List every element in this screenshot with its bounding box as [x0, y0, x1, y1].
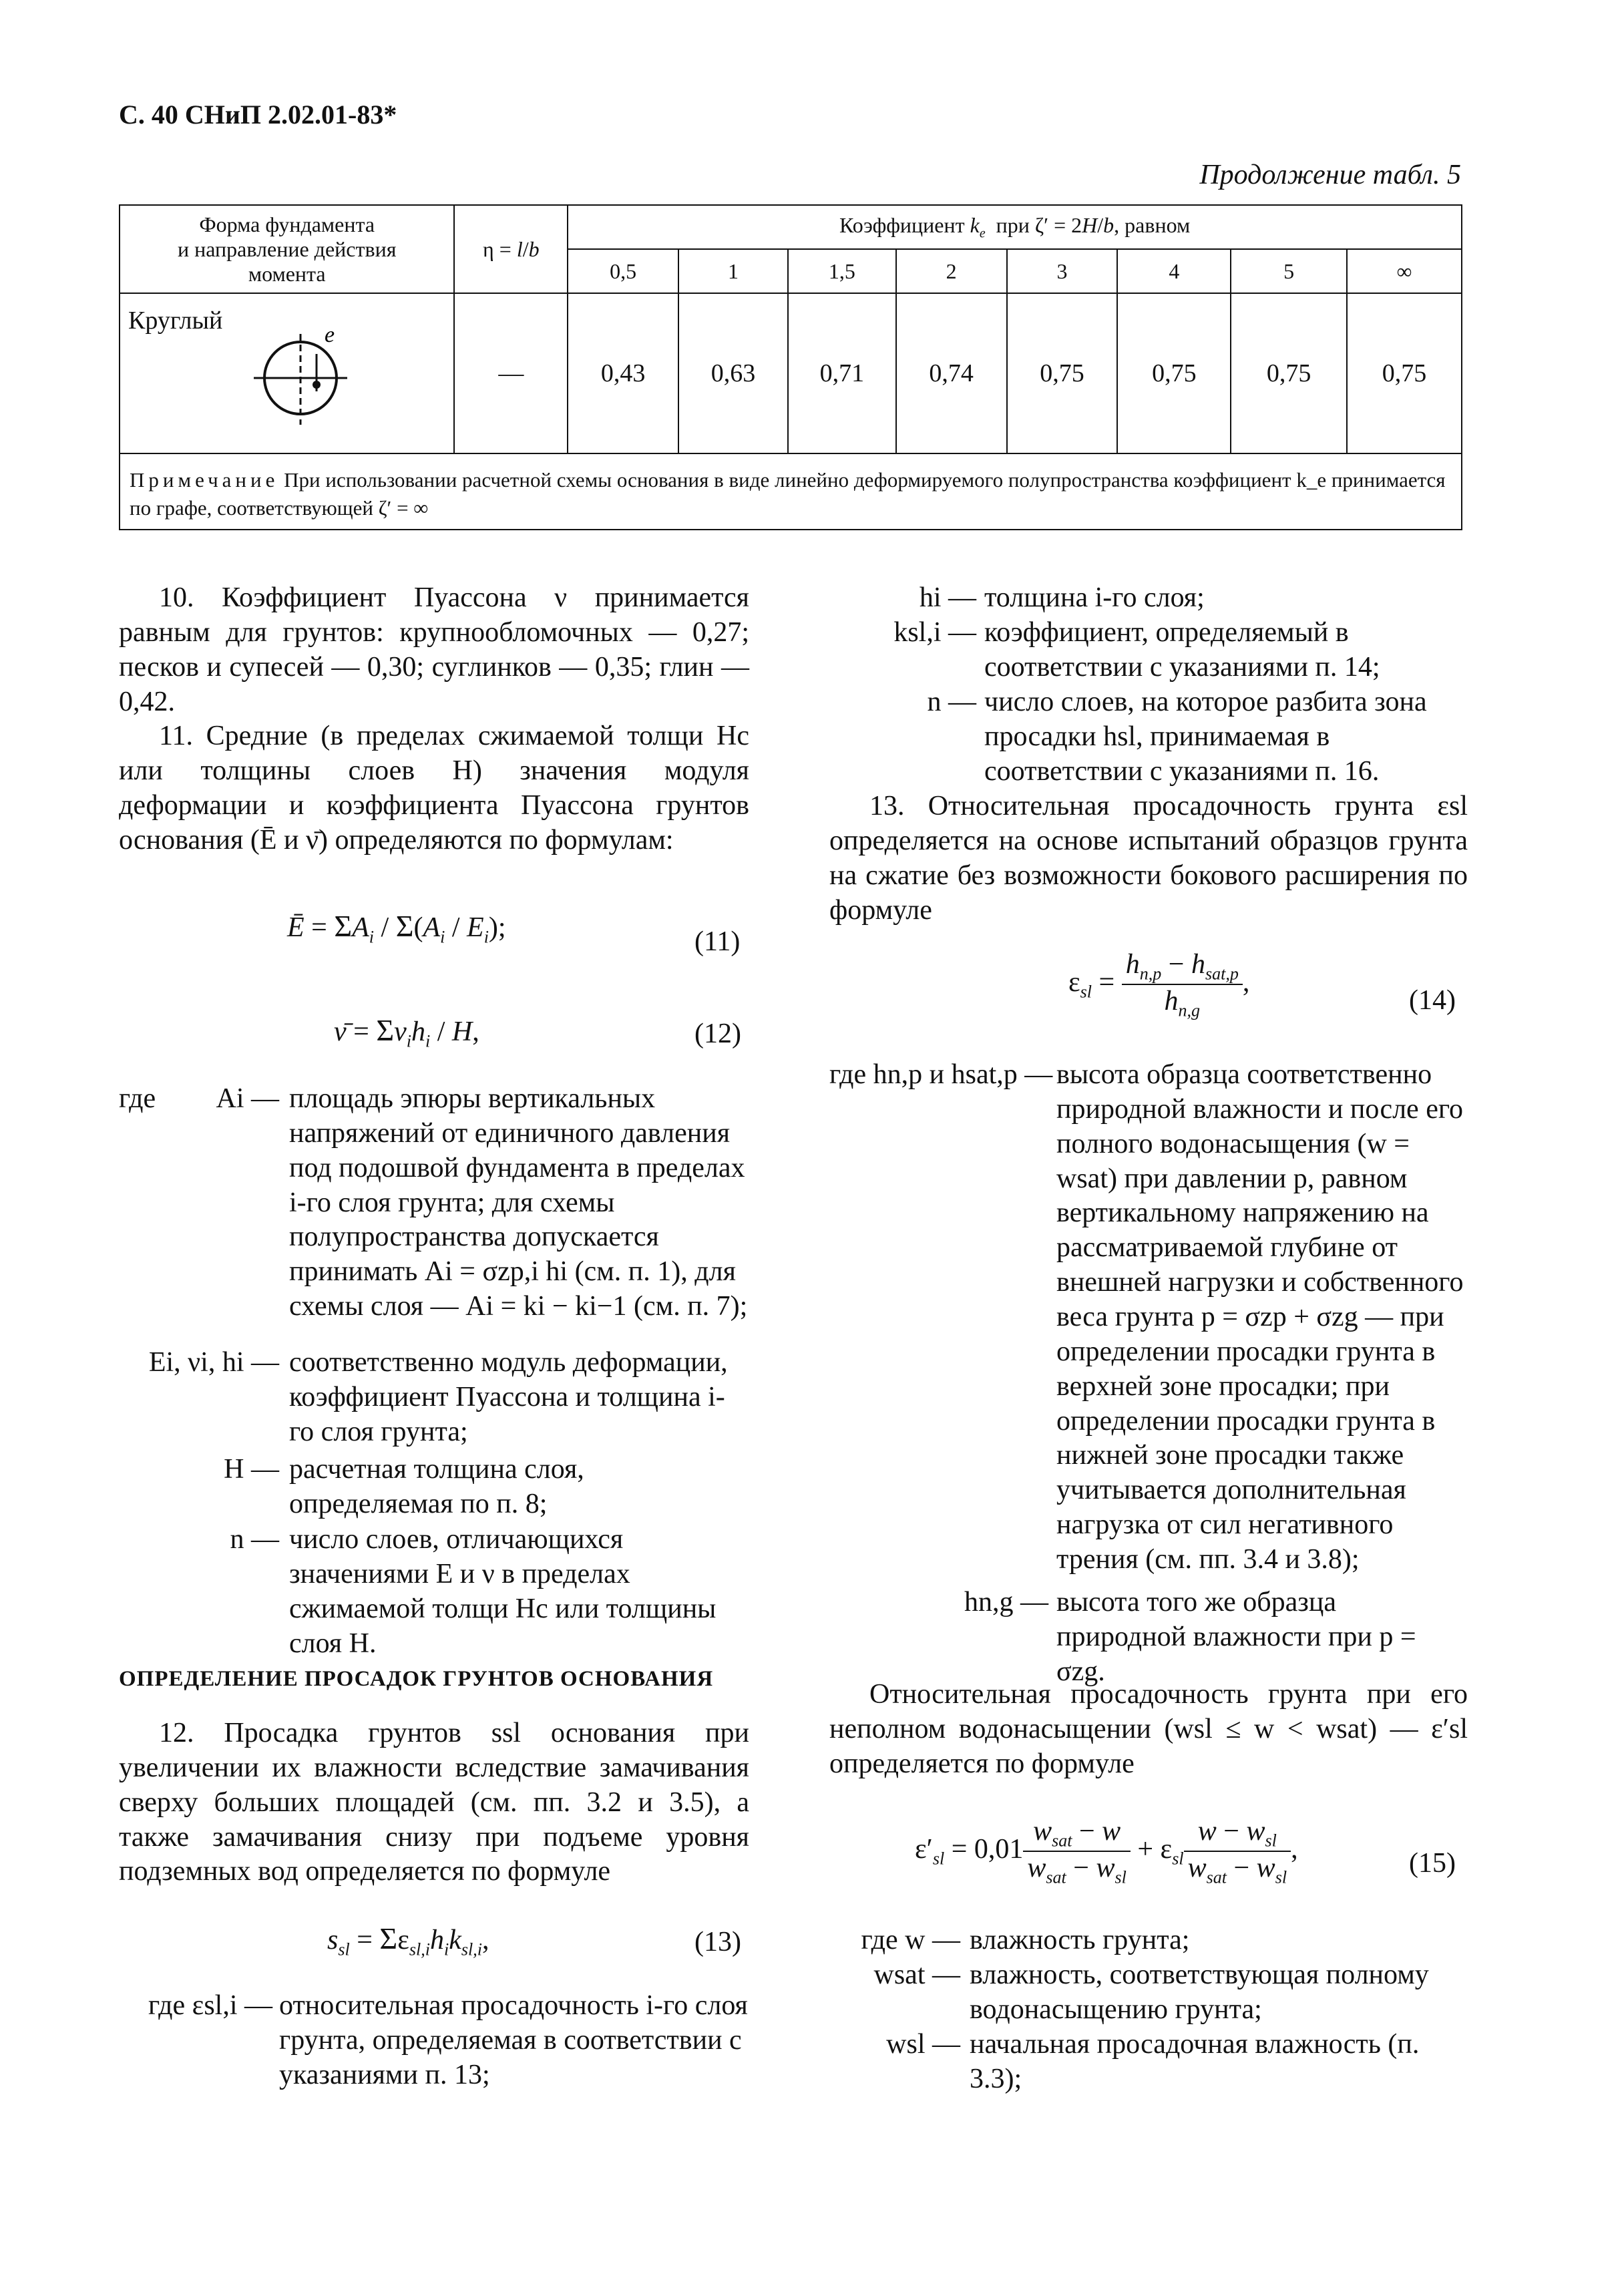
zeta-value: 0,5: [568, 249, 678, 293]
col-header-coefficient: Коэффициент $k_e$ при ζ′ = 2H/b, равном: [568, 205, 1462, 249]
ke-value: 0,43: [568, 293, 678, 453]
def-symbol: где hn,p и hsat,p —: [829, 1059, 1053, 1090]
def-symbol: ksl,i —: [893, 617, 976, 648]
definition-13: [119, 1989, 749, 2102]
equation-number-15: (15): [1409, 1848, 1456, 1879]
right-column-lower: [829, 1678, 1468, 1782]
ke-value: 0,75: [1231, 293, 1347, 453]
equation-number-12: (12): [694, 1018, 741, 1049]
formula-12: ν̄ = $\Sigma\nu_ih_i$ / H,: [334, 1013, 479, 1051]
def-text: толщина i-го слоя;: [984, 582, 1205, 613]
def-symbol: где εsl,i —: [148, 1990, 272, 2021]
def-text: влажность грунта;: [970, 1925, 1190, 1955]
paragraph-13: 13. Относительная просадочность грунта εsl определяется на основе испытаний образцов грунта на сжатие без возможности бокового расширения по формуле: [829, 791, 1468, 926]
def-text: коэффициент, определяемый в соответствии с указаниями п. 14;: [984, 617, 1380, 683]
formula-13: $s_{sl} = \Sigma\varepsilon_{sl,i}h_ik_{sl,i}$,: [327, 1921, 489, 1959]
note-text: При использовании расчетной схемы основания в виде линейно деформируемого полупространства коэффициент k_e принимается по графе, соответствующей ζ′ = ∞: [130, 468, 1446, 520]
ke-value: 0,75: [1117, 293, 1231, 453]
right-column: [829, 789, 1468, 928]
col-header-shape: Форма фундамента и направление действия момента: [120, 205, 454, 293]
equation-number-11: (11): [694, 926, 741, 957]
def-symbol: где w —: [861, 1925, 960, 1955]
def-symbol: n —: [230, 1524, 279, 1555]
zeta-value: ∞: [1347, 249, 1462, 293]
row-eta: —: [454, 293, 568, 453]
paragraph-10: 10. Коэффициент Пуассона ν принимается равным для грунтов: крупнообломочных — 0,27; песков и супесей — 0,30; суглинков — 0,35; глин — 0,42.: [119, 582, 749, 717]
definitions-11-12: [119, 1082, 749, 1670]
def-symbol: n —: [927, 687, 976, 717]
formula-11: Ē = $\Sigma A_i / \Sigma(A_i / E_i)$;: [287, 909, 506, 947]
def-symbol: H —: [224, 1454, 279, 1485]
zeta-value: 1: [678, 249, 788, 293]
zeta-value: 5: [1231, 249, 1347, 293]
equation-number-13: (13): [694, 1927, 741, 1957]
ke-value: 0,71: [788, 293, 896, 453]
definitions-13: [829, 581, 1468, 795]
left-column: [119, 581, 749, 858]
table-5: [119, 204, 1462, 530]
svg-text:e: e: [325, 323, 335, 347]
formula-14: $\varepsilon_{sl}$ = $\frac{h_{n,p} - h_{sat,p}}{h_{n,g}}$ ,: [1068, 949, 1250, 1020]
def-text: расчетная толщина слоя, определяемая по п. 8;: [289, 1454, 584, 1519]
ke-value: 0,75: [1007, 293, 1118, 453]
def-symbol: Ai —: [216, 1083, 279, 1114]
where-label: где: [119, 1083, 156, 1114]
def-text: влажность, соответствующая полному водонасыщению грунта;: [970, 1959, 1429, 2025]
def-symbol: hi —: [919, 582, 976, 613]
def-text: число слоев, на которое разбита зона просадки hsl, принимаемая в соответствии с указаниями п. 16.: [984, 687, 1427, 787]
def-text: число слоев, отличающихся значениями E и ν в пределах сжимаемой толщи Hc или толщины слоя H.: [289, 1524, 717, 1659]
formula-15: $\varepsilon'_{sl} = 0,01$ $\frac{w_{sat} - w}{w_{sat} - w_{sl}}$ + $\varepsilon_{sl}$ $\frac{w - w_{sl}}{w_{sat} - w_{sl}}$ ,: [915, 1816, 1298, 1887]
zeta-value: 2: [896, 249, 1007, 293]
def-text: высота образца соответственно природной влажности и после его полного водонасыщения (w = wsat) при давлении p, равном вертикальному напряжению на рассматриваемой глубине от внешней нагрузки и собственного веса грунта p = σzp + σzg — при определении просадки грунта в верхней зоне просадки; при определении просадки грунта в нижней зоне просадки также учитывается дополнительная нагрузка от сил негативного трения (см. пп. 3.4 и 3.8);: [1056, 1059, 1464, 1575]
def-symbol: wsat —: [873, 1959, 960, 1990]
def-symbol: Ei, νi, hi —: [148, 1347, 279, 1378]
row-shape-cell: [120, 293, 454, 453]
zeta-value: 4: [1117, 249, 1231, 293]
def-text: относительная просадочность i-го слоя грунта, определяемая в соответствии с указаниями п. 13;: [279, 1990, 748, 2090]
ke-value: 0,63: [678, 293, 788, 453]
row-label: Круглый: [128, 307, 223, 335]
note-label: Примечание: [130, 468, 279, 492]
equation-number-14: (14): [1409, 985, 1456, 1016]
page-header: С. 40 СНиП 2.02.01-83*: [119, 100, 397, 130]
paragraph-12: 12. Просадка грунтов ssl основания при увеличении их влажности вследствие замачивания сверху больших площадей (см. пп. 3.2 и 3.5), а также замачивания снизу при подъеме уровня подземных вод определяется по формуле: [119, 1718, 749, 1887]
left-column-lower: [119, 1716, 749, 1889]
ke-value: 0,74: [896, 293, 1007, 453]
def-text: площадь эпюры вертикальных напряжений от единичного давления под подошвой фундамента в пределах i-го слоя грунта; для схемы полупространства допускается принимать Ai = σzp,i hi (см. п. 1), для схемы слоя — Ai = ki − ki−1 (см. п. 7);: [289, 1083, 748, 1322]
circular-foundation-icon: [254, 321, 354, 427]
paragraph-partial-saturation: Относительная просадочность грунта при его неполном водонасыщении (wsl ≤ w < wsat) — ε′sl определяется по формуле: [829, 1679, 1468, 1779]
paragraph-11: 11. Средние (в пределах сжимаемой толщи Hc или толщины слоев H) значения модуля деформации и коэффициента Пуассона грунтов основания (Ē и ν̄) определяются по формулам:: [119, 721, 749, 856]
def-symbol: wsl —: [886, 2029, 960, 2060]
zeta-value: 1,5: [788, 249, 896, 293]
section-title: ОПРЕДЕЛЕНИЕ ПРОСАДОК ГРУНТОВ ОСНОВАНИЯ: [119, 1667, 714, 1691]
def-text: соответственно модуль деформации, коэффициент Пуассона и толщина i-го слоя грунта;: [289, 1347, 728, 1447]
table-note: [120, 453, 1462, 530]
definitions-14: [829, 1058, 1468, 1687]
def-text: высота того же образца природной влажности при p = σzg.: [1056, 1587, 1416, 1687]
definitions-15: [829, 1923, 1468, 2110]
def-symbol: hn,g —: [964, 1587, 1048, 1618]
ke-value: 0,75: [1347, 293, 1462, 453]
col-header-eta: η = l/b: [454, 205, 568, 293]
def-text: начальная просадочная влажность (п. 3.3);: [970, 2029, 1420, 2094]
table-continuation-label: Продолжение табл. 5: [1199, 160, 1461, 190]
zeta-value: 3: [1007, 249, 1118, 293]
